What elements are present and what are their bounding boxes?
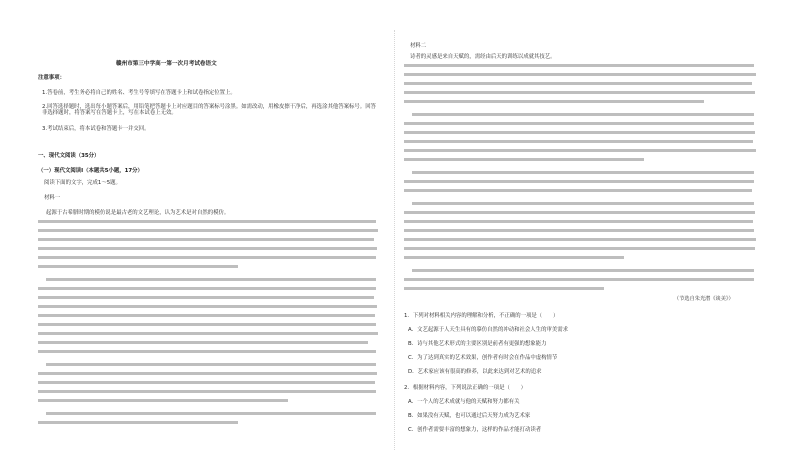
material2-sample-line: 诗者的灵感是来自天赋的，需经由后天的训练以成就其技艺。 (410, 54, 556, 60)
material1-sample-line: 起源于古希腊时期的模仿说是最古老的文艺理论，认为艺术是对自然的模仿。 (46, 210, 230, 216)
notice-item-2: 2.回答选择题时，选出每小题答案后，用铅笔把答题卡上对应题目的答案标号涂黑。如需改动，用橡皮擦干净后，再选涂其他答案标号。回答非选择题时，将答案写在答题卡上，写在本试卷上无效。 (42, 104, 376, 116)
source-citation: （节选自朱光潜《谈美》） (674, 296, 734, 302)
material2-label: 材料二 (410, 43, 427, 49)
section-heading: 一、现代文阅读（35分） (38, 153, 100, 159)
material1-body-text (38, 220, 380, 460)
q2-option-a: A．一个人的艺术成就与他的天赋和努力都有关 (408, 399, 520, 405)
q2-option-c: C．创作者需要丰富的想象力，这样的作品才能打动读者 (408, 427, 542, 433)
reading-instruction: 阅读下面的文字，完成1～5题。 (44, 180, 121, 186)
material2-body-text (404, 64, 758, 296)
notice-item-1: 1.答卷前，考生务必将自己的姓名、考生号等填写在答题卡上和试卷指定位置上。 (42, 90, 236, 96)
q1-option-c: C．为了达到真实的艺术效果，创作者有时会在作品中虚构情节 (408, 355, 558, 361)
notice-item-3: 3.考试结束后，将本试卷和答题卡一并交回。 (42, 126, 150, 132)
column-divider (394, 30, 395, 450)
q1-option-b: B．诗与其他艺术形式的主要区别是前者有更强的想象能力 (408, 341, 547, 347)
sub-section-heading: （一）现代文阅读Ⅰ（本题共5小题，17分） (38, 168, 143, 174)
notice-heading: 注意事项： (38, 75, 65, 81)
q1-stem: 1．下列对材料相关内容的理解和分析，不正确的一项是（ ） (404, 313, 559, 319)
q2-stem: 2．根据材料内容，下列说法正确的一项是（ ） (404, 385, 527, 391)
q1-option-d: D．艺术家应该有很高的修养，以此来达到对艺术的追求 (408, 369, 542, 375)
material1-label: 材料一 (44, 195, 61, 201)
q2-option-b: B．如果没有天赋，也可以通过后天努力成为艺术家 (408, 413, 531, 419)
exam-title: 赣州市第三中学高一第一次月考试卷语文 (116, 61, 217, 67)
q1-option-a: A．文艺起源于人天生具有的摹仿自然的冲动和社会人生的审美需求 (408, 327, 569, 333)
